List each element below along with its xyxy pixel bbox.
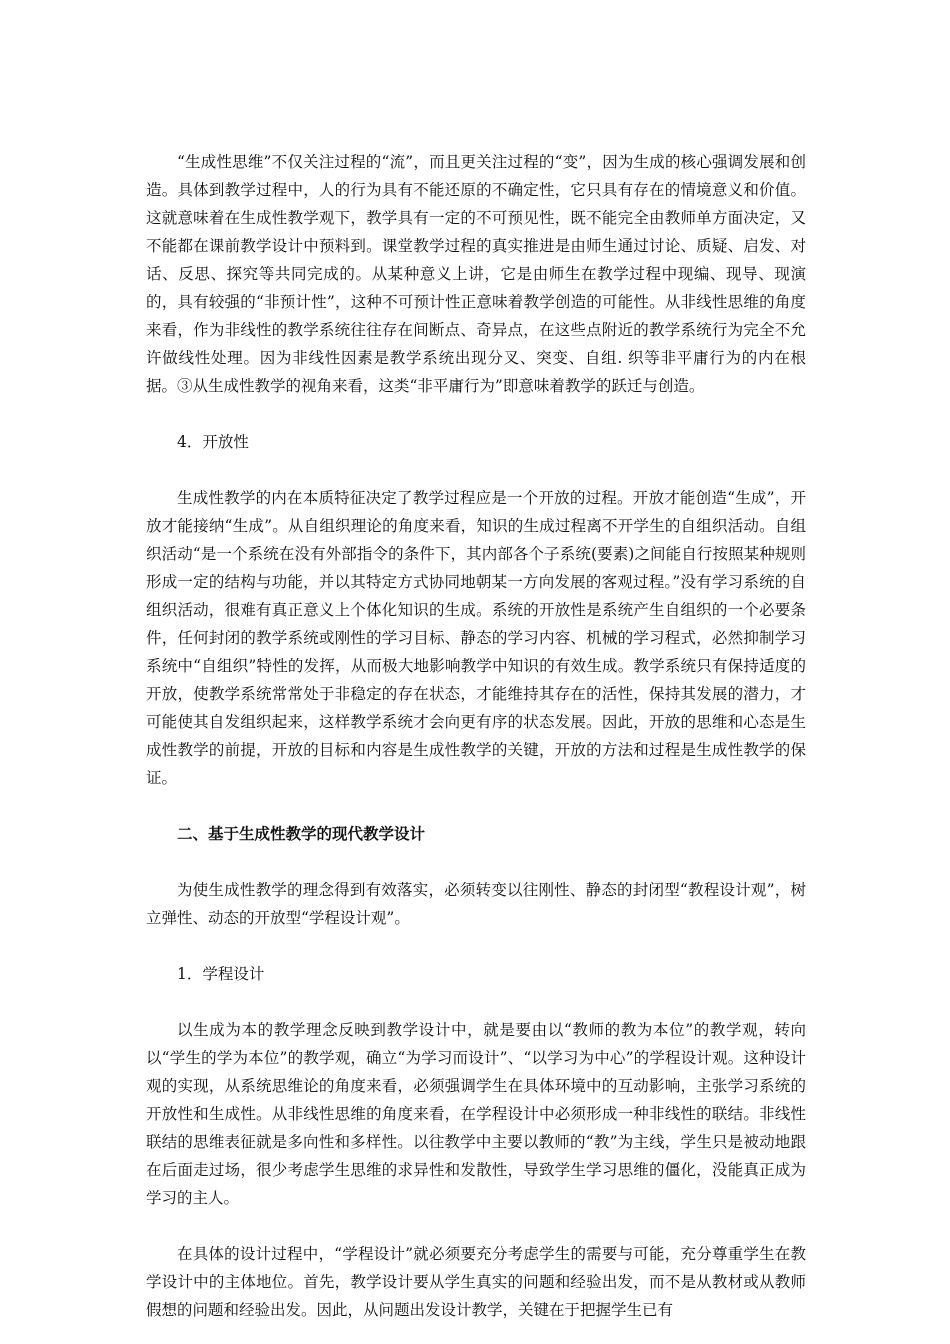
paragraph-gap <box>146 792 806 820</box>
paragraph-gap <box>146 1212 806 1240</box>
paragraph-gap <box>146 400 806 428</box>
paragraph-generative-thinking: “生成性思维”不仅关注过程的“流”，而且更关注过程的“变”，因为生成的核心强调发展和创造。具体到教学过程中，人的行为具有不能还原的不确定性，它只具有存在的情境意义和价值。这就意味着在生成性教学观下，教学具有一定的不可预见性，既不能完全由教师单方面决定，又不能都在课前教学设计中预料到。课堂教学过程的真实推进是由师生通过讨论、质疑、启发、对话、反思、探究等共同完成的。从某种意义上讲，它是由师生在教学过程中现编、现导、现演的，具有较强的“非预计性”，这种不可预计性正意味着教学创造的可能性。从非线性思维的角度来看，作为非线性的教学系统往往存在间断点、奇异点，在这些点附近的教学系统行为完全不允许做线性处理。因为非线性因素是教学系统出现分叉、突变、自组. 织等非平庸行为的内在根据。③从生成性教学的视角来看，这类“非平庸行为”即意味着教学的跃迁与创造。 <box>146 153 806 395</box>
heading-openness: 4．开放性 <box>177 433 249 451</box>
paragraph-openness: 生成性教学的内在本质特征决定了教学过程应是一个开放的过程。开放才能创造“生成”，开放才能接纳“生成”。从自组织理论的角度来看，知识的生成过程离不开学生的自组织活动。自组织活动“是一个系统在没有外部指令的条件下，其内部各个子系统(要素)之间能自行按照某种规则形成一定的结构与功能，并以其特定方式协同地朝某一方向发展的客观过程。”没有学习系统的自组织活动，很难有真正意义上个体化知识的生成。系统的开放性是系统产生自组织的一个必要条件，任何封闭的教学系统或刚性的学习目标、静态的学习内容、机械的学习程式，必然抑制学习系统中“自组织”特性的发挥，从而极大地影响教学中知识的有效生成。教学系统只有保持适度的开放，使教学系统常常处于非稳定的存在状态，才能维持其存在的活性，保持其发展的潜力，才可能使其自发组织起来，这样教学系统才会向更有序的状态发展。因此，开放的思维和心态是生成性教学的前提，开放的目标和内容是生成性教学的关键，开放的方法和过程是生成性教学的保证。 <box>146 489 806 787</box>
paragraph-gap <box>146 456 806 484</box>
paragraph-design-process: 在具体的设计过程中，“学程设计”就必须要充分考虑学生的需要与可能，充分尊重学生在教学设计中的主体地位。首先，教学设计要从学生真实的问题和经验出发，而不是从教材或从教师假想的问题和经验出发。因此，从问题出发设计教学，关键在于把握学生已有 <box>146 1245 806 1319</box>
paragraph-gap <box>146 988 806 1016</box>
heading-learning-design: 1．学程设计 <box>177 965 265 983</box>
paragraph-learning-design: 以生成为本的教学理念反映到教学设计中，就是要由以“教师的教为本位”的教学观，转向以“学生的学为本位”的教学观，确立“为学习而设计”、“以学习为中心”的学程设计观。这种设计观的实现，从系统思维论的角度来看，必须强调学生在具体环境中的互动影响，主张学习系统的开放性和生成性。从非线性思维的角度来看，在学程设计中必须形成一种非线性的联结。非线性联结的思维表征就是多向性和多样性。以往教学中主要以教师的“教”为主线，学生只是被动地跟在后面走过场，很少考虑学生思维的求异性和发散性，导致学生学习思维的僵化，没能真正成为学习的主人。 <box>146 1021 806 1207</box>
document-page <box>146 148 806 1324</box>
section-heading-modern-design: 二、基于生成性教学的现代教学设计 <box>177 824 426 843</box>
paragraph-gap <box>146 848 806 876</box>
paragraph-gap <box>146 932 806 960</box>
paragraph-design-concept: 为使生成性教学的理念得到有效落实，必须转变以往刚性、静态的封闭型“教程设计观”，树立弹性、动态的开放型“学程设计观”。 <box>146 881 806 927</box>
